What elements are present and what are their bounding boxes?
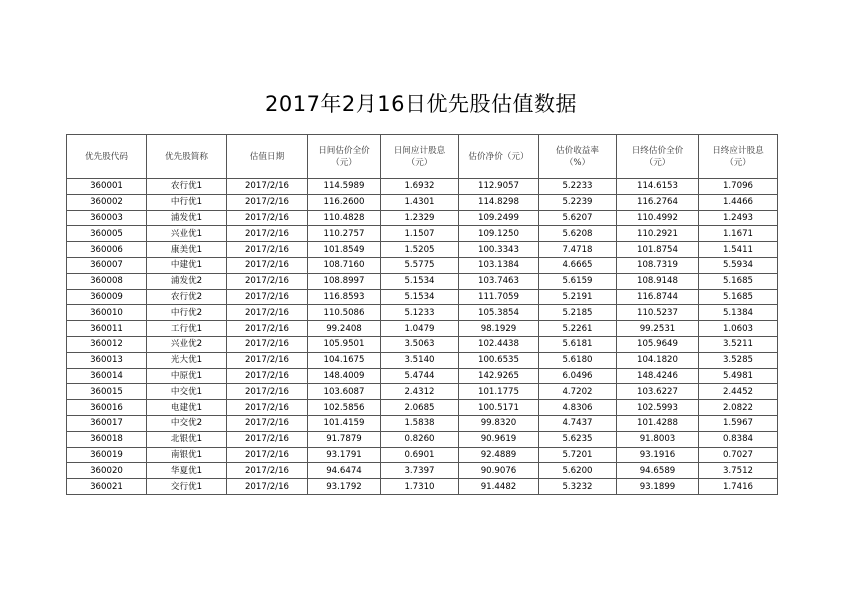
- table-cell: 5.6207: [539, 210, 617, 226]
- table-cell: 4.7202: [539, 384, 617, 400]
- table-cell: 110.4992: [617, 210, 699, 226]
- table-cell: 4.8306: [539, 400, 617, 416]
- table-cell: 148.4009: [308, 368, 381, 384]
- table-cell: 5.2185: [539, 305, 617, 321]
- table-row: [67, 463, 778, 479]
- table-cell: 2017/2/16: [227, 257, 308, 273]
- table-cell: 0.6901: [381, 447, 459, 463]
- table-cell: 2017/2/16: [227, 384, 308, 400]
- table-cell: 5.6200: [539, 463, 617, 479]
- table-cell: 114.8298: [459, 194, 539, 210]
- table-cell: 360013: [67, 352, 147, 368]
- table-cell: 105.9649: [617, 336, 699, 352]
- table-cell: 1.5967: [699, 415, 778, 431]
- column-header-label: 估价收益率: [556, 145, 599, 156]
- table-cell: 360018: [67, 431, 147, 447]
- column-header: [67, 135, 147, 179]
- table-cell: 2017/2/16: [227, 226, 308, 242]
- table-cell: 360015: [67, 384, 147, 400]
- table-cell: 5.5775: [381, 257, 459, 273]
- table-header-row: [67, 135, 778, 179]
- table-cell: 103.6227: [617, 384, 699, 400]
- table-cell: 2017/2/16: [227, 242, 308, 258]
- table-cell: 2.0685: [381, 400, 459, 416]
- table-cell: 5.2239: [539, 194, 617, 210]
- table-cell: 91.8003: [617, 431, 699, 447]
- table-cell: 1.5411: [699, 242, 778, 258]
- table-cell: 112.9057: [459, 179, 539, 195]
- column-header-label: 优先股简称: [165, 151, 208, 162]
- table-cell: 99.8320: [459, 415, 539, 431]
- table-cell: 360012: [67, 336, 147, 352]
- table-cell: 交行优1: [147, 479, 227, 495]
- table-cell: 93.1916: [617, 447, 699, 463]
- table-cell: 1.4301: [381, 194, 459, 210]
- table-cell: 1.4466: [699, 194, 778, 210]
- table-cell: 5.2261: [539, 321, 617, 337]
- table-cell: 1.1671: [699, 226, 778, 242]
- table-cell: 92.4889: [459, 447, 539, 463]
- table-row: [67, 447, 778, 463]
- table-cell: 360003: [67, 210, 147, 226]
- table-cell: 103.6087: [308, 384, 381, 400]
- table-cell: 101.4288: [617, 415, 699, 431]
- table-cell: 3.5285: [699, 352, 778, 368]
- table-cell: 5.1384: [699, 305, 778, 321]
- table-cell: 94.6474: [308, 463, 381, 479]
- table-cell: 5.2191: [539, 289, 617, 305]
- table-cell: 2017/2/16: [227, 179, 308, 195]
- table-cell: 3.5211: [699, 336, 778, 352]
- table-cell: 100.6535: [459, 352, 539, 368]
- table-row: [67, 336, 778, 352]
- column-header-label: 日终估价全价: [631, 145, 684, 156]
- table-row: [67, 368, 778, 384]
- table-cell: 5.6159: [539, 273, 617, 289]
- table-cell: 360021: [67, 479, 147, 495]
- table-cell: 4.7437: [539, 415, 617, 431]
- table-cell: 99.2408: [308, 321, 381, 337]
- table-cell: 109.1250: [459, 226, 539, 242]
- table-cell: 360007: [67, 257, 147, 273]
- table-cell: 102.5993: [617, 400, 699, 416]
- table-cell: 1.5838: [381, 415, 459, 431]
- table-cell: 光大优1: [147, 352, 227, 368]
- table-cell: 5.4744: [381, 368, 459, 384]
- table-cell: 2017/2/16: [227, 289, 308, 305]
- table-cell: 5.4981: [699, 368, 778, 384]
- table-cell: 101.8549: [308, 242, 381, 258]
- table-cell: 农行优2: [147, 289, 227, 305]
- column-header-label: 日间估价全价: [318, 145, 370, 156]
- table-cell: 中原优1: [147, 368, 227, 384]
- table-cell: 3.5063: [381, 336, 459, 352]
- table-cell: 111.7059: [459, 289, 539, 305]
- column-header-label: 日间应计股息: [393, 145, 446, 156]
- table-cell: 109.2499: [459, 210, 539, 226]
- table-row: [67, 289, 778, 305]
- table-cell: 110.2921: [617, 226, 699, 242]
- table-cell: 5.3232: [539, 479, 617, 495]
- table-cell: 108.7319: [617, 257, 699, 273]
- table-cell: 1.7416: [699, 479, 778, 495]
- table-cell: 360019: [67, 447, 147, 463]
- table-cell: 3.7512: [699, 463, 778, 479]
- column-header: [617, 135, 699, 179]
- table-cell: 康美优1: [147, 242, 227, 258]
- table-row: [67, 431, 778, 447]
- table-cell: 5.1685: [699, 273, 778, 289]
- table-cell: 2017/2/16: [227, 194, 308, 210]
- table-row: [67, 415, 778, 431]
- table-cell: 4.6665: [539, 257, 617, 273]
- table-cell: 6.0496: [539, 368, 617, 384]
- table-cell: 100.5171: [459, 400, 539, 416]
- table-cell: 360010: [67, 305, 147, 321]
- table-cell: 2017/2/16: [227, 336, 308, 352]
- table-cell: 2017/2/16: [227, 352, 308, 368]
- table-cell: 114.5989: [308, 179, 381, 195]
- table-cell: 5.1685: [699, 289, 778, 305]
- table-cell: 2017/2/16: [227, 463, 308, 479]
- table-row: [67, 321, 778, 337]
- table-cell: 2017/2/16: [227, 210, 308, 226]
- table-row: [67, 273, 778, 289]
- table-cell: 1.0479: [381, 321, 459, 337]
- column-header: [147, 135, 227, 179]
- table-cell: 93.1791: [308, 447, 381, 463]
- table-cell: 360002: [67, 194, 147, 210]
- table-cell: 浦发优2: [147, 273, 227, 289]
- table-cell: 1.0603: [699, 321, 778, 337]
- table-cell: 108.9148: [617, 273, 699, 289]
- table-cell: 2017/2/16: [227, 479, 308, 495]
- table-cell: 5.7201: [539, 447, 617, 463]
- table-cell: 中行优1: [147, 194, 227, 210]
- table-cell: 93.1899: [617, 479, 699, 495]
- table-cell: 1.5205: [381, 242, 459, 258]
- table-row: [67, 384, 778, 400]
- table-cell: 2017/2/16: [227, 273, 308, 289]
- column-header: [227, 135, 308, 179]
- table-cell: 2017/2/16: [227, 431, 308, 447]
- table-cell: 2.0822: [699, 400, 778, 416]
- table-body: [67, 179, 778, 495]
- table-cell: 2017/2/16: [227, 368, 308, 384]
- table-cell: 5.6181: [539, 336, 617, 352]
- column-header: [381, 135, 459, 179]
- table-cell: 104.1820: [617, 352, 699, 368]
- column-header: [699, 135, 778, 179]
- table-cell: 2017/2/16: [227, 447, 308, 463]
- column-header: [539, 135, 617, 179]
- table-cell: 2017/2/16: [227, 415, 308, 431]
- table-cell: 2017/2/16: [227, 321, 308, 337]
- table-cell: 电建优1: [147, 400, 227, 416]
- table-cell: 5.1534: [381, 273, 459, 289]
- table-row: [67, 179, 778, 195]
- table-cell: 华夏优1: [147, 463, 227, 479]
- table-cell: 148.4246: [617, 368, 699, 384]
- document-title: 2017年2月16日优先股估值数据: [264, 92, 578, 116]
- table-row: [67, 305, 778, 321]
- table-cell: 103.1384: [459, 257, 539, 273]
- table-cell: 360001: [67, 179, 147, 195]
- table-cell: 2017/2/16: [227, 305, 308, 321]
- column-header-label: 估价净价（元）: [468, 151, 529, 162]
- table-cell: 102.5856: [308, 400, 381, 416]
- table-cell: 102.4438: [459, 336, 539, 352]
- table-cell: 110.2757: [308, 226, 381, 242]
- table-cell: 360011: [67, 321, 147, 337]
- table-cell: 108.8997: [308, 273, 381, 289]
- table-cell: 100.3343: [459, 242, 539, 258]
- table-row: [67, 194, 778, 210]
- table-cell: 93.1792: [308, 479, 381, 495]
- table-cell: 99.2531: [617, 321, 699, 337]
- table-cell: 北银优1: [147, 431, 227, 447]
- table-cell: 0.8384: [699, 431, 778, 447]
- table-cell: 110.5237: [617, 305, 699, 321]
- table-cell: 94.6589: [617, 463, 699, 479]
- table-row: [67, 352, 778, 368]
- column-header: [308, 135, 381, 179]
- table-cell: 360014: [67, 368, 147, 384]
- table-cell: 1.6932: [381, 179, 459, 195]
- table-cell: 360020: [67, 463, 147, 479]
- table-cell: 91.7879: [308, 431, 381, 447]
- table-cell: 1.1507: [381, 226, 459, 242]
- table-cell: 142.9265: [459, 368, 539, 384]
- table-row: [67, 400, 778, 416]
- table-cell: 360016: [67, 400, 147, 416]
- table-cell: 2017/2/16: [227, 400, 308, 416]
- table-cell: 中交优1: [147, 384, 227, 400]
- table-cell: 116.2600: [308, 194, 381, 210]
- table-cell: 101.4159: [308, 415, 381, 431]
- table-cell: 104.1675: [308, 352, 381, 368]
- table-cell: 116.2764: [617, 194, 699, 210]
- table-cell: 108.7160: [308, 257, 381, 273]
- table-cell: 兴业优1: [147, 226, 227, 242]
- table-cell: 101.1775: [459, 384, 539, 400]
- column-header-unit: （元）: [644, 157, 671, 168]
- table-cell: 91.4482: [459, 479, 539, 495]
- table-cell: 2.4312: [381, 384, 459, 400]
- table-cell: 0.7027: [699, 447, 778, 463]
- table-cell: 南银优1: [147, 447, 227, 463]
- table-cell: 1.7096: [699, 179, 778, 195]
- table-cell: 0.8260: [381, 431, 459, 447]
- table-cell: 90.9619: [459, 431, 539, 447]
- table-cell: 1.2493: [699, 210, 778, 226]
- table-cell: 105.9501: [308, 336, 381, 352]
- table-cell: 105.3854: [459, 305, 539, 321]
- table-cell: 5.6235: [539, 431, 617, 447]
- table-cell: 360017: [67, 415, 147, 431]
- table-cell: 中交优2: [147, 415, 227, 431]
- valuation-table: [66, 134, 778, 495]
- table-cell: 360006: [67, 242, 147, 258]
- table-cell: 5.6208: [539, 226, 617, 242]
- table-row: [67, 210, 778, 226]
- table-row: [67, 242, 778, 258]
- table-row: [67, 479, 778, 495]
- table-cell: 101.8754: [617, 242, 699, 258]
- table-row: [67, 226, 778, 242]
- column-header-unit: （元）: [725, 157, 751, 168]
- table-cell: 中行优2: [147, 305, 227, 321]
- column-header-unit: （元）: [331, 157, 357, 168]
- table-cell: 110.5086: [308, 305, 381, 321]
- column-header-label: 日终应计股息: [712, 145, 764, 156]
- table-cell: 1.7310: [381, 479, 459, 495]
- table-cell: 98.1929: [459, 321, 539, 337]
- table-cell: 农行优1: [147, 179, 227, 195]
- table-cell: 116.8744: [617, 289, 699, 305]
- table-cell: 90.9076: [459, 463, 539, 479]
- table-cell: 兴业优2: [147, 336, 227, 352]
- table-cell: 360009: [67, 289, 147, 305]
- table-cell: 中建优1: [147, 257, 227, 273]
- table-cell: 3.7397: [381, 463, 459, 479]
- table-cell: 工行优1: [147, 321, 227, 337]
- table-cell: 7.4718: [539, 242, 617, 258]
- table-cell: 2.4452: [699, 384, 778, 400]
- table-cell: 114.6153: [617, 179, 699, 195]
- column-header-label: 估值日期: [249, 151, 285, 162]
- column-header: [459, 135, 539, 179]
- table-cell: 1.2329: [381, 210, 459, 226]
- table-cell: 5.6180: [539, 352, 617, 368]
- column-header-unit: （元）: [406, 157, 433, 168]
- table-cell: 360005: [67, 226, 147, 242]
- table-cell: 5.2233: [539, 179, 617, 195]
- table-cell: 浦发优1: [147, 210, 227, 226]
- column-header-label: 优先股代码: [85, 151, 128, 162]
- table-cell: 5.1534: [381, 289, 459, 305]
- table-cell: 116.8593: [308, 289, 381, 305]
- table-cell: 110.4828: [308, 210, 381, 226]
- column-header-unit: （%）: [564, 157, 591, 168]
- table-cell: 3.5140: [381, 352, 459, 368]
- table-cell: 103.7463: [459, 273, 539, 289]
- table-cell: 360008: [67, 273, 147, 289]
- table-cell: 5.1233: [381, 305, 459, 321]
- table-cell: 5.5934: [699, 257, 778, 273]
- table-row: [67, 257, 778, 273]
